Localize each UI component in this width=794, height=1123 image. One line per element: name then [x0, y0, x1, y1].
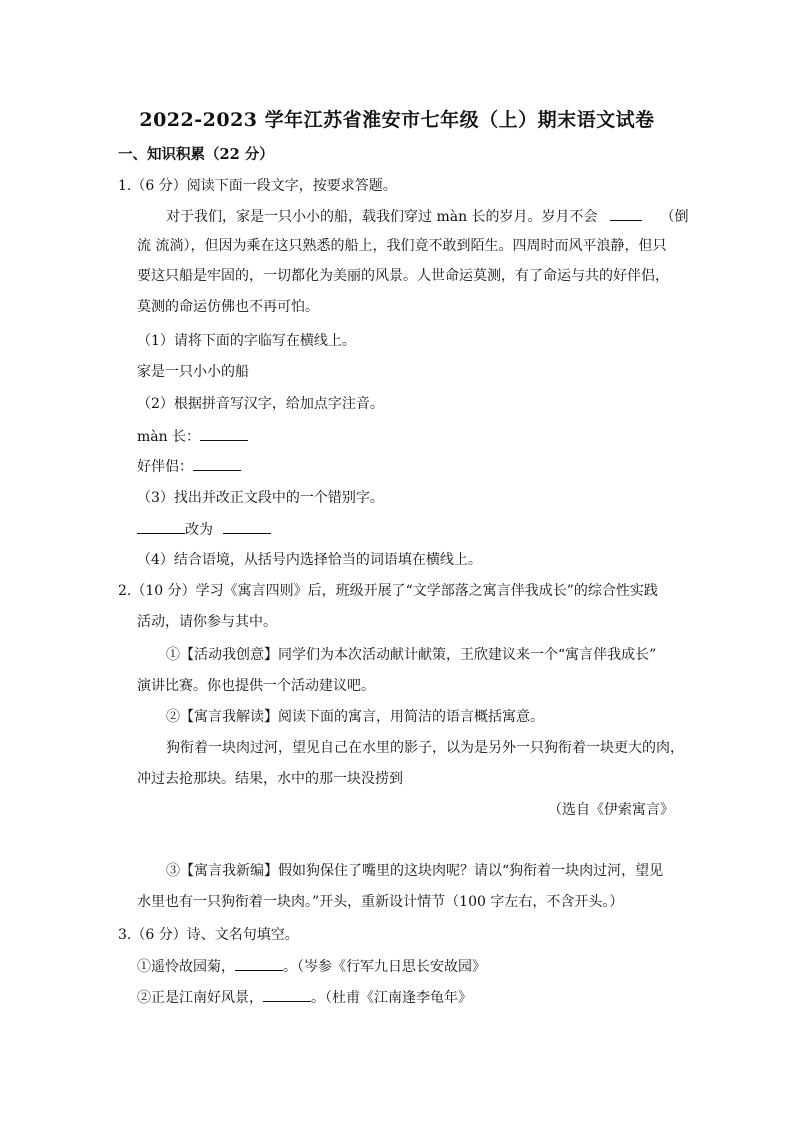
q2-fable-source: （选自《伊索寓言》 — [548, 802, 674, 818]
q1-passage-line-2: 流 流淌），但因为乘在这只熟悉的船上，我们竟不敢到陌生。四周时而风平浪静，但只 — [137, 238, 667, 254]
q1-sub2-b — [137, 456, 241, 477]
exam-title: 2022-2023 学年江苏省淮安市七年级（上）期末语文试卷 — [139, 109, 655, 131]
q3-item-2-prefix: ②正是江南好风景， — [137, 990, 263, 1006]
q3-item-1-source: 。（岑参《行军九日思长安故园》 — [283, 959, 486, 975]
answer-blank[interactable] — [137, 519, 185, 534]
answer-blank[interactable] — [223, 519, 271, 534]
q2-task2: ②【寓言我解读】阅读下面的寓言，用简洁的语言概括寓意。 — [166, 709, 544, 725]
q1-sub4: （4）结合语境，从括号内选择恰当的词语填在横线上。 — [137, 552, 482, 568]
q2-stem-line-2: 活动，请你参与其中。 — [137, 614, 277, 630]
q1-passage-line-3: 要这只船是牢固的，一切都化为美丽的风景。人世命运莫测，有了命运与共的好伴侣， — [137, 268, 669, 284]
q2-task1-line-2: 演讲比赛。你也提供一个活动建议吧。 — [137, 678, 375, 694]
q1-sub3-answer — [137, 519, 271, 540]
q1-sub2-a-label: màn 长： — [137, 429, 201, 445]
q1-stem: 1.（6 分）阅读下面一段文字，按要求答题。 — [118, 178, 397, 194]
q3-item-2-source: 。（杜甫《江南逢李龟年》 — [311, 990, 472, 1006]
q2-task1-line-1: ①【活动我创意】同学们为本次活动献计献策，王欣建议来一个“寓言伴我成长” — [166, 647, 657, 663]
q1-passage-line-1-text: 对于我们，家是一只小小的船，载我们穿过 màn 长的岁月。岁月不会 — [166, 209, 598, 225]
q2-task3-line-2: 水里也有一只狗衔着一块肉。”开头，重新设计情节（100 字左右，不含开头。） — [137, 894, 624, 910]
q3-item-2 — [137, 987, 472, 1008]
q2-task3-line-1: ③【寓言我新编】假如狗保住了嘴里的这块肉呢？请以“狗衔着一块肉过河，望见 — [166, 863, 664, 879]
q2-fable-line-1: 狗衔着一块肉过河，望见自己在水里的影子，以为是另外一只狗衔着一块更大的肉， — [166, 740, 684, 756]
answer-blank[interactable] — [200, 426, 248, 441]
q1-sub3: （3）找出并改正文段中的一个错别字。 — [137, 490, 384, 506]
q2-fable-line-2: 冲过去抢那块。结果，水中的那一块没捞到 — [137, 771, 403, 787]
q1-passage-option-open: （倒 — [660, 209, 689, 225]
q3-item-1 — [137, 956, 486, 977]
q1-sub2-a — [137, 426, 248, 447]
q1-sub2-b-label: 好伴侣： — [137, 459, 193, 475]
q3-stem: 3.（6 分）诗、文名句填空。 — [118, 927, 299, 943]
q1-sub1: （1）请将下面的字临写在横线上。 — [137, 333, 356, 349]
answer-blank[interactable] — [193, 456, 241, 471]
answer-blank[interactable] — [235, 956, 283, 971]
answer-blank[interactable] — [610, 206, 642, 221]
q1-sub1-copy-text: 家是一只小小的船 — [137, 364, 249, 380]
q3-item-1-prefix: ①遥怜故园菊， — [137, 959, 235, 975]
q2-stem-line-1: 2.（10 分）学习《寓言四则》后，班级开展了“文学部落之寓言伴我成长”的综合性实践 — [118, 583, 658, 599]
q1-sub2: （2）根据拼音写汉字，给加点字注音。 — [137, 396, 384, 412]
q1-passage-line-4: 莫测的命运仿佛也不再可怕。 — [137, 299, 319, 315]
q1-passage-line-1 — [166, 206, 688, 227]
q1-sub3-change-to: 改为 — [185, 522, 213, 538]
section-heading: 一、知识积累（22 分） — [118, 146, 274, 163]
answer-blank[interactable] — [263, 987, 311, 1002]
